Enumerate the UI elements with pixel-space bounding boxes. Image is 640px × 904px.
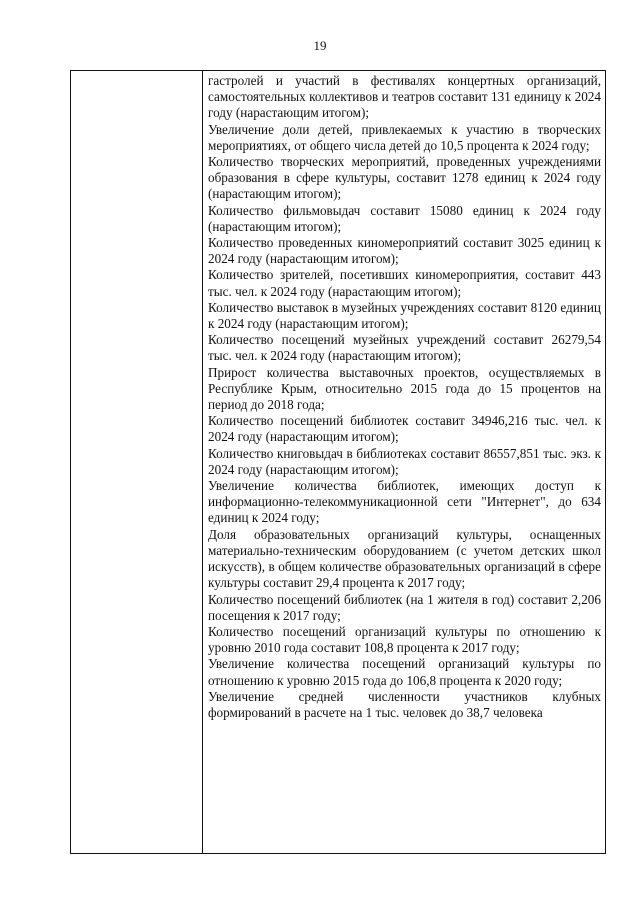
list-item: Увеличение количества посещений организаций культуры по отношению к уровню 2015 года до 106,8 процента к 2020 году; bbox=[208, 656, 601, 688]
list-item: Количество книговыдач в библиотеках составит 86557,851 тыс. экз. к 2024 году (нарастающим итогом); bbox=[208, 445, 601, 477]
list-item: Количество посещений музейных учреждений составит 26279,54 тыс. чел. к 2024 году (нарастающим итогом); bbox=[208, 332, 601, 364]
list-item: Доля образовательных организаций культуры, оснащенных материально-техническим оборудованием (с учетом детских школ искусств), в общем количестве образовательных организаций в сфере культуры составит 29,4 процента к 2017 году; bbox=[208, 526, 601, 591]
list-item: Количество выставок в музейных учреждениях составит 8120 единиц к 2024 году (нарастающим итогом); bbox=[208, 299, 601, 332]
table-right-cell bbox=[203, 71, 605, 853]
document-table bbox=[70, 70, 606, 854]
list-item: Количество посещений организаций культуры по отношению к уровню 2010 года составит 108,8 процента к 2017 году; bbox=[208, 623, 601, 656]
table-left-cell bbox=[71, 71, 203, 853]
list-item: гастролей и участий в фестивалях концертных организаций, самостоятельных коллективов и театров составит 131 единицу к 2024 году (нарастающим итогом); bbox=[208, 73, 601, 121]
list-item: Увеличение доли детей, привлекаемых к участию в творческих мероприятиях, от общего числа детей до 10,5 процента к 2024 году; bbox=[208, 121, 601, 153]
list-item: Количество посещений библиотек (на 1 жителя в год) составит 2,206 посещения к 2017 году; bbox=[208, 591, 601, 623]
list-item: Количество зрителей, посетивших киномероприятия, составит 443 тыс. чел. к 2024 году (нарастающим итогом); bbox=[208, 267, 601, 299]
list-item: Прирост количества выставочных проектов, осуществляемых в Республике Крым, относительно 2015 года до 15 процентов на период до 2018 года; bbox=[208, 364, 601, 413]
list-item: Количество посещений библиотек составит 34946,216 тыс. чел. к 2024 году (нарастающим итогом); bbox=[208, 413, 601, 445]
list-item: Увеличение количества библиотек, имеющих доступ к информационно-телекоммуникационной сети "Интернет", до 634 единиц к 2024 году; bbox=[208, 478, 601, 526]
list-item: Количество фильмовыдач составит 15080 единиц к 2024 году (нарастающим итогом); bbox=[208, 202, 601, 234]
list-item: Увеличение средней численности участников клубных формирований в расчете на 1 тыс. человек до 38,7 человека bbox=[208, 688, 601, 720]
page-number: 19 bbox=[313, 38, 327, 53]
list-item: Количество творческих мероприятий, проведенных учреждениями образования в сфере культуры, составит 1278 единиц к 2024 году (нарастающим итогом); bbox=[208, 154, 601, 202]
list-item: Количество проведенных киномероприятий составит 3025 единиц к 2024 году (нарастающим итогом); bbox=[208, 235, 601, 267]
